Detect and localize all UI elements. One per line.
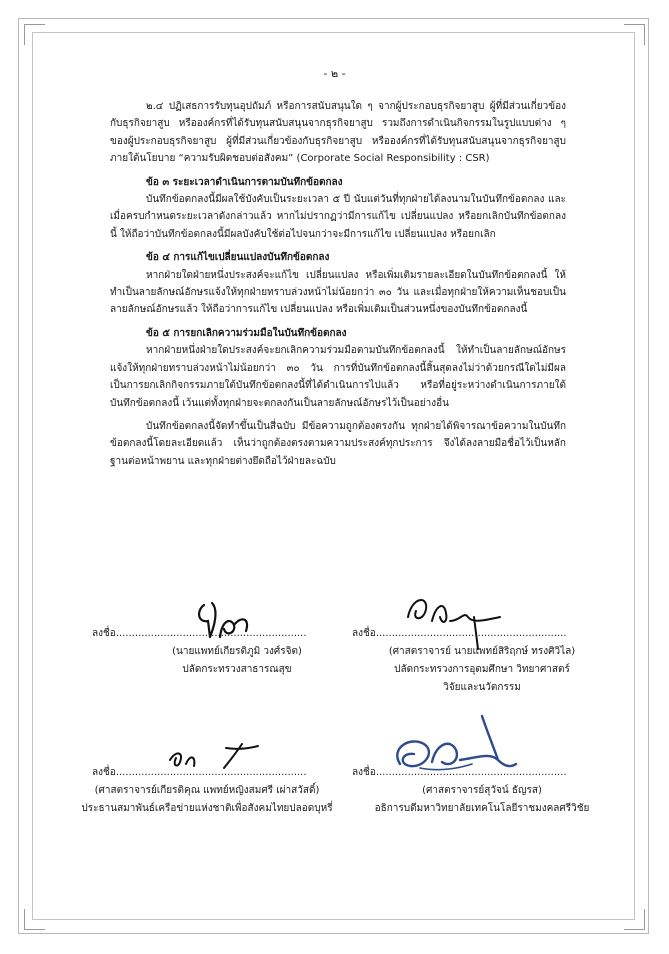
- signatory-title-2: ปลัดกระทรวงการอุดมศึกษา วิทยาศาสตร์: [394, 664, 570, 675]
- signatory-name-3: (ศาสตราจารย์เกียรติคุณ แพทย์หญิงสมศรี เผ่าสวัสดิ์): [94, 785, 320, 796]
- signatory-name-2: (ศาสตราจารย์ นายแพทย์สิริฤกษ์ ทรงศิวิไล): [388, 646, 576, 657]
- signature-block-4: [352, 764, 602, 818]
- signatory-title-3: ประธานสมาพันธ์เครือข่ายแห่งชาติเพื่อสังคมไทยปลอดบุหรี่: [81, 803, 333, 814]
- sign-label: ลงชื่อ: [92, 767, 116, 778]
- signature-line-1: [92, 625, 342, 643]
- closing-paragraph: บันทึกข้อตกลงนี้จัดทำขึ้นเป็นสี่ฉบับ มีข้อความถูกต้องตรงกัน ทุกฝ่ายได้พิจารณาข้อความในบันทึกข้อตกลงนี้โดยละเอียดแล้ว เห็นว่าถูกต้องตรงตามความประสงค์ทุกประการ จึงได้ลงลายมือชื่อไว้เป็นหลักฐานต่อหน้าพยาน และทุกฝ่ายต่างยึดถือไว้ฝ่ายละฉบับ: [110, 420, 566, 467]
- signature-dots: ............................................................: [115, 628, 307, 639]
- clause-4-heading: ข้อ ๔ การแก้ไขเปลี่ยนแปลงบันทึกข้อตกลง: [146, 252, 330, 264]
- signature-line-2: [352, 625, 602, 643]
- clause-3-text: บันทึกข้อตกลงนี้มีผลใช้บังคับเป็นระยะเวลา ๕ ปี นับแต่วันที่ทุกฝ่ายได้ลงนามในบันทึกข้อตกลง และเมื่อครบกำหนดระยะเวลาดังกล่าวแล้ว หากไม่ปรากฏว่ามีการแก้ไข เปลี่ยนแปลง หรือยกเลิกบันทึกข้อตกลงนี้ ให้ถือว่าบันทึกข้อตกลงนี้มีผลบังคับใช้ต่อไปจนกว่าจะมีการแก้ไข เปลี่ยนแปลง หรือยกเลิก: [110, 194, 566, 240]
- border-corner: [624, 909, 645, 930]
- border-corner: [24, 909, 45, 930]
- clause-4-text: หากฝ่ายใดฝ่ายหนึ่งประสงค์จะแก้ไข เปลี่ยนแปลง หรือเพิ่มเติมรายละเอียดในบันทึกข้อตกลงนี้ ให้ทำเป็นลายลักษณ์อักษรแจ้งให้ทุกฝ่ายทราบล่วงหน้าไม่น้อยกว่า ๓๐ วัน และเมื่อทุกฝ่ายให้ความเห็นชอบเป็นลายลักษณ์อักษรแล้ว ให้ถือว่าการแก้ไข เปลี่ยนแปลง หรือเพิ่มเติมเป็นส่วนหนึ่งของบันทึกข้อตกลงนี้: [110, 269, 566, 316]
- clause-3-heading: ข้อ ๓ ระยะเวลาดำเนินการตามบันทึกข้อตกลง: [146, 176, 343, 188]
- sign-label: ลงชื่อ: [352, 767, 376, 778]
- page-number: - ๒ -: [323, 67, 346, 80]
- signature-block-1: [92, 625, 342, 679]
- handwritten-signature-2: [402, 587, 512, 653]
- signature-dots: ............................................................: [115, 767, 307, 778]
- clause-2-4: ๒.๔ ปฏิเสธการรับทุนอุปถัมภ์ หรือการสนับสนุนใด ๆ จากผู้ประกอบธุรกิจยาสูบ ผู้ที่มีส่วนเกี่ยวข้องกับธุรกิจยาสูบ หรือองค์กรที่ได้รับทุนสนับสนุนจากธุรกิจยาสูบ รวมถึงการดำเนินกิจกรรมในรูปแบบต่าง ๆ ของผู้ประกอบธุรกิจยาสูบ ผู้ที่มีส่วนเกี่ยวข้องกับธุรกิจยาสูบ หรือองค์กรที่ได้รับทุนสนับสนุนจากธุรกิจยาสูบภายใต้นโยบาย “ความรับผิดชอบต่อสังคม” (Corporate Social Responsibility : CSR): [110, 101, 566, 165]
- signature-dots: ............................................................: [375, 767, 567, 778]
- border-corner: [24, 24, 45, 45]
- sign-label: ลงชื่อ: [92, 628, 116, 639]
- signatory-name-1: (นายแพทย์เกียรติภูมิ วงศ์รจิต): [172, 646, 302, 657]
- signature-dots: ............................................................: [375, 628, 567, 639]
- sign-label: ลงชื่อ: [352, 628, 376, 639]
- clause-5-text: หากฝ่ายหนึ่งฝ่ายใดประสงค์จะยกเลิกความร่วมมือตามบันทึกข้อตกลงนี้ ให้ทำเป็นลายลักษณ์อักษรแจ้งให้ทุกฝ่ายทราบล่วงหน้าไม่น้อยกว่า ๓๐ วัน การที่บันทึกข้อตกลงนี้สิ้นสุดลงไม่ว่าด้วยกรณีใดไม่มีผลเป็นการยกเลิกกิจกรรมภายใต้บันทึกข้อตกลงนี้ที่ได้ดำเนินการไปแล้ว หรือที่อยู่ระหว่างดำเนินการภายใต้บันทึกข้อตกลงนี้ เว้นแต่ทั้งทุกฝ่ายจะตกลงกันเป็นลายลักษณ์อักษรไว้เป็นอย่างอื่น: [110, 345, 566, 409]
- signature-block-3: [81, 764, 342, 818]
- signature-line-3: [92, 764, 342, 782]
- border-corner: [624, 24, 645, 45]
- signatory-title-1: ปลัดกระทรวงสาธารณสุข: [182, 664, 292, 675]
- signatory-title-4: อธิการบดีมหาวิทยาลัยเทคโนโลยีราชมงคลศรีวิชัย: [374, 803, 590, 814]
- signature-block-2: [352, 625, 602, 697]
- signatory-title-2b: วิจัยและนวัตกรรม: [443, 682, 521, 693]
- clause-5-heading: ข้อ ๕ การยกเลิกความร่วมมือในบันทึกข้อตกลง: [146, 327, 347, 339]
- document-body: [110, 98, 566, 474]
- signature-line-4: [352, 764, 602, 782]
- signatory-name-4: (ศาสตราจารย์สุวัจน์ ธัญรส): [422, 785, 542, 796]
